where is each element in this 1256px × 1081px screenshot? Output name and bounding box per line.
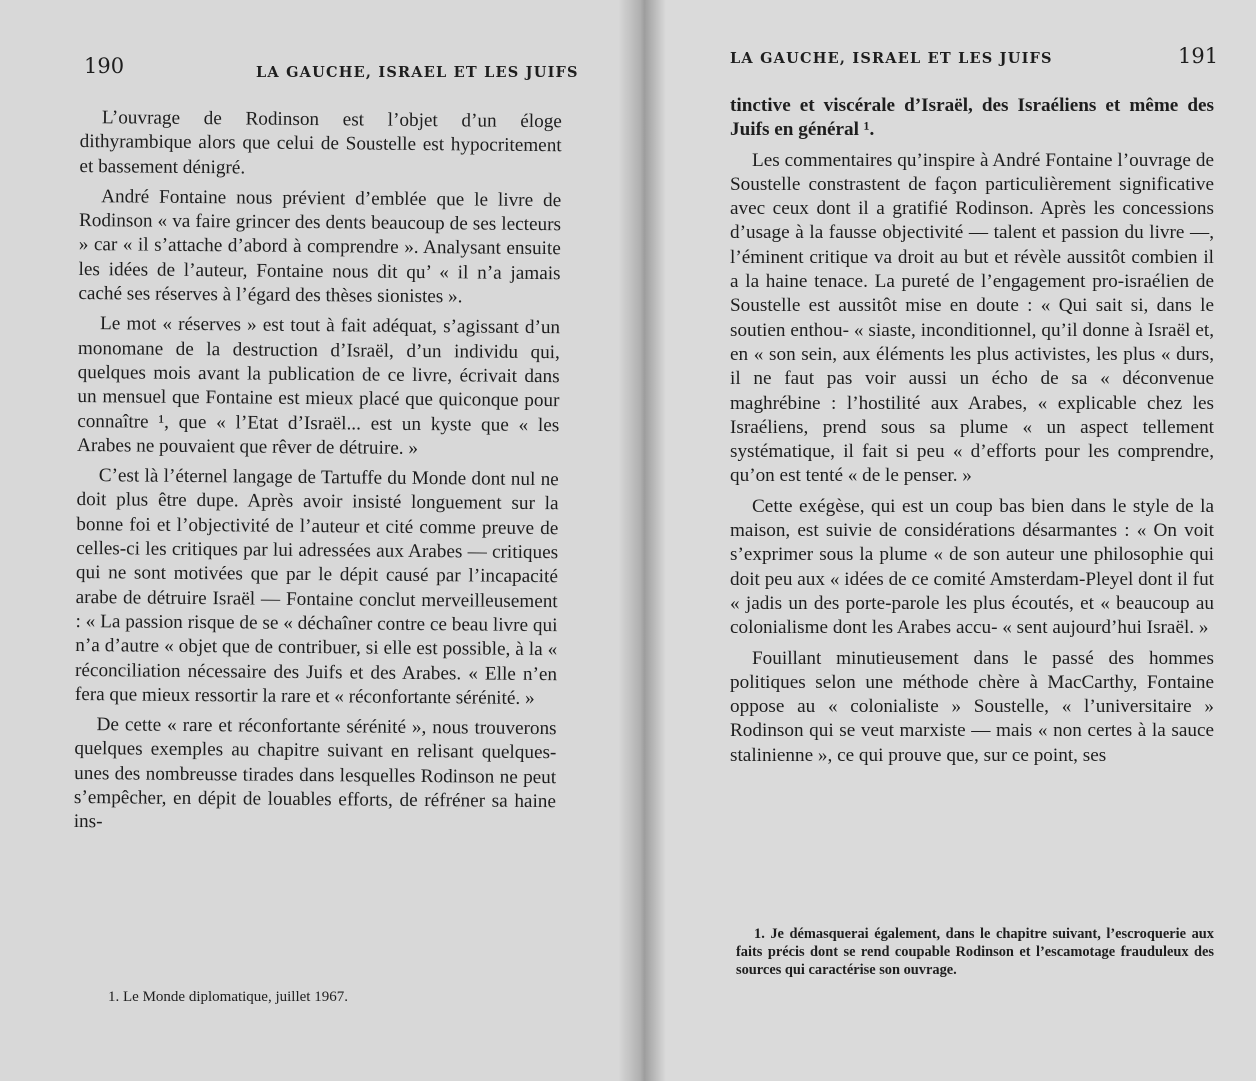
running-head-right: LA GAUCHE, ISRAEL ET LES JUIFS [730,50,1053,67]
paragraph: C’est là l’éternel langage de Tartuffe du Monde dont nul ne doit plus être dupe. Après avoir insisté longuement sur la bonne foi et l’objectivité de l’auteur et cité comme preuve de celles-ci les critiques par lui adressées aux Arabes — critiques qui ne sont motivées que par le dépit causé par l’incapacité arabe de détruire Israël — Fontaine conclut merveilleusement : « La passion risque de se « déchaîner contre ce beau livre qui n’a d’autre « objet que de contribuer, si elle est possible, à la « réconciliation nécessaire des Juifs et des Arabes. « Elle n’en fera que mieux ressortir la rare et « réconfortante sérénité. » [74,465,559,709]
right-page-body [730,94,1214,768]
footnote-text: 1. Je démasquerai également, dans le chapitre suivant, l’escroquerie aux faits précis dont se rend coupable Rodinson et l’escamotage frauduleux des sources qui caractérise son ouvrage. [736,926,1214,978]
paragraph: Fouillant minutieusement dans le passé des hommes politiques selon une méthode chère à MacCarthy, Fontaine oppose au « colonialiste » Soustelle, « l’universitaire » Rodinson qui se veut marxiste — mais « non certes à la sauce stalinienne », ce qui prouve que, sur ce point, ses [730,647,1214,766]
book-gutter-shadow [618,0,666,1081]
paragraph: tinctive et viscérale d’Israël, des Israéliens et même des Juifs en général ¹. [730,95,1214,141]
paragraph: L’ouvrage de Rodinson est l’objet d’un éloge dithyrambique alors que celui de Soustelle est hypocritement et bassement dénigré. [79,107,562,179]
paragraph: Cette exégèse, qui est un coup bas bien dans le style de la maison, est suivie de considérations désarmantes : « On voit s’exprimer sous la plume « de son auteur une philosophie qui doit peu aux « idées de ce comité Amsterdam-Pleyel dont il fut « jadis un des porte-parole les plus écoutés, et « beaucoup au colonialisme dont les Arabes accu- « sent aujourd’hui Israël. » [730,495,1214,639]
paragraph: Le mot « réserves » est tout à fait adéquat, s’agissant d’un monomane de la destruction d’Israël, d’un individu qui, quelques mois avant la publication de ce livre, écrivait dans un mensuel que Fontaine est mieux placé que quiconque pour connaître ¹, que « l’Etat d’Israël... est un kyste que « les Arabes ne pouvaient que rêver de détruire. » [76,313,561,459]
page-number-left: 190 [84,54,125,78]
paragraph: De cette « rare et réconfortante sérénité », nous trouverons quelques exemples au chapitre suivant en relisant quelques-unes des nombreusse tirades dans lesquelles Rodinson ne peut s’empêcher, en dépit de louables efforts, de réfréner sa haine ins- [73,714,557,833]
page-number-right: 191 [1178,44,1219,68]
footnote-right [736,925,1214,979]
footnote-left [90,988,510,1007]
paragraph: André Fontaine nous prévient d’emblée que le livre de Rodinson « va faire grincer des dents beaucoup de ses lecteurs » car « il s’attache d’abord à comprendre ». Analysant ensuite les idées de l’auteur, Fontaine nous dit qu’ « il n’a jamais caché ses réserves à l’égard des thèses sionistes ». [78,186,562,308]
running-head-left: LA GAUCHE, ISRAEL ET LES JUIFS [256,64,579,81]
paragraph: Les commentaires qu’inspire à André Fontaine l’ouvrage de Soustelle constrastent de façon particulièrement significative avec ceux dont il a gratifié Rodinson. Après les concessions d’usage à la fausse objectivité — talent et passion du livre —, l’éminent critique va droit au but et révèle aussitôt combien il a la haine tenace. La pureté de l’engagement pro-israélien de Soustelle est aussitôt mise en doute : « Qui sait si, dans le soutien enthou- « siaste, inconditionnel, qu’il donne à Israël et, en « son sein, aux éléments les plus activistes, les plus « durs, il ne faut pas voir aussi un écho de sa « déconvenue maghrébine : l’hostilité aux Arabes, « explicable chez les Israéliens, prend sous sa plume « un aspect tellement systématique, il fait si peu « d’efforts pour les comprendre, qu’on est tenté « de le penser. » [730,149,1214,487]
right-page [640,0,1256,1081]
footnote-text: 1. Le Monde diplomatique, juillet 1967. [108,989,348,1005]
left-page-body [74,106,562,839]
